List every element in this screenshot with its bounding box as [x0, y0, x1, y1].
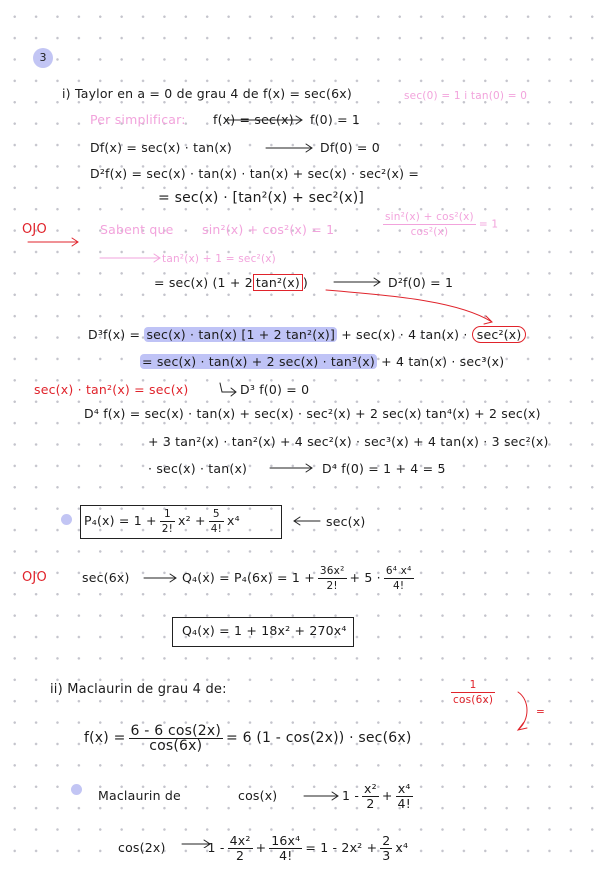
- mac-f1-num: x²: [364, 781, 377, 796]
- p4-x2: x² +: [178, 513, 206, 528]
- identity-fraction: [380, 210, 498, 239]
- taylor-polynomial-p4: [84, 505, 240, 537]
- fourth-derivative-c: · sec(x) · tan(x): [148, 461, 248, 476]
- q4-f2-num: 6⁴ x⁴: [385, 565, 412, 577]
- last-pre: cos(2x): [118, 840, 166, 855]
- fx-den: cos(6x): [149, 737, 203, 754]
- ojo-note-2: OJO: [22, 570, 47, 585]
- identity-1: sin²(x) + cos²(x) = 1: [202, 222, 335, 237]
- sec-def-den: cos(6x): [453, 694, 494, 706]
- part-i-title: Taylor en a = 0 de grau 4 de f(x) = sec(6x): [74, 86, 352, 101]
- arrow-icon: [294, 517, 320, 525]
- part-ii-title: Maclaurin de grau 4 de:: [67, 682, 227, 697]
- arrow-icon: [304, 792, 338, 800]
- p4-f2-den: 4!: [210, 523, 222, 535]
- identity-frac-den: cos²(x): [410, 226, 449, 238]
- identity-frac-res: = 1: [478, 218, 499, 231]
- bullet-point: [71, 784, 82, 795]
- d3-highlight: sec(x) · tan(x) [1 + 2 tan²(x)]: [146, 327, 336, 342]
- f0-value: f(0) = 1: [310, 112, 361, 127]
- fx-rhs: = 6 (1 - cos(2x)) · sec(6x): [226, 730, 412, 746]
- third-derivative-a: [88, 327, 526, 343]
- last-rhs: = 1 - 2x² +: [305, 840, 378, 855]
- q4-f1-den: 2!: [326, 580, 338, 592]
- identity-frac-num: sin²(x) + cos²(x): [385, 211, 474, 223]
- arrow-icon: [100, 254, 160, 262]
- initial-values-note: sec(0) = 1 i tan(0) = 0: [404, 90, 528, 102]
- p4-f1-den: 2!: [161, 523, 174, 535]
- know-label: Sabent que: [100, 222, 174, 237]
- q4-result: Q₄(x) = 1 + 18x² + 270x⁴: [182, 623, 347, 638]
- simplify-fn: f(x) = sec(x): [213, 112, 294, 127]
- d2c-post: ): [302, 275, 308, 290]
- p4-f1-num: 1: [160, 507, 175, 522]
- exercise-number-badge: 3: [33, 48, 53, 68]
- identity-2: tan²(x) + 1 = sec²(x): [162, 253, 276, 265]
- second-derivative-c: [154, 275, 308, 291]
- mac-rhs-pre: 1 -: [342, 788, 360, 803]
- p4-f2-num: 5: [209, 507, 224, 522]
- d3b-post: + 4 tan(x) · sec³(x): [381, 354, 505, 369]
- first-derivative: Df(x) = sec(x) · tan(x): [90, 140, 232, 155]
- curve-arrow-icon: [326, 290, 492, 324]
- last-mid: 1 -: [207, 840, 225, 855]
- last-x4: x⁴: [395, 840, 409, 855]
- simplify-label: Per simplificar:: [90, 112, 186, 127]
- third-derivative-b: [140, 354, 504, 370]
- mac-plus: +: [381, 788, 393, 803]
- part-ii-heading: [50, 682, 227, 698]
- q4-mid: Q₄(x) = P₄(6x) = 1 +: [182, 570, 315, 585]
- second-derivative-a: D²f(x) = sec(x) · tan(x) · tan(x) + sec(x) · sec²(x) =: [90, 166, 419, 181]
- second-derivative-at-0: D²f(0) = 1: [388, 275, 454, 290]
- q4-expansion: [182, 556, 417, 600]
- part-i-heading: [62, 86, 352, 102]
- cos-expansion: [342, 774, 416, 818]
- sec-def-eq: =: [536, 706, 545, 718]
- fx-definition: [84, 716, 412, 760]
- second-derivative-b: = sec(x) · [tan²(x) + sec²(x)]: [158, 190, 365, 206]
- last-f2-den: 4!: [279, 848, 293, 863]
- ojo-note-1: OJO: [22, 222, 47, 237]
- arrow-icon: [270, 464, 312, 472]
- tan-squared-box: tan²(x): [253, 274, 303, 291]
- fourth-derivative-a: D⁴ f(x) = sec(x) · tan(x) + sec(x) · sec²(x) + 2 sec(x) tan⁴(x) + 2 sec(x): [84, 406, 541, 421]
- fourth-derivative-at-0: D⁴ f(0) = 1 + 4 = 5: [322, 461, 446, 476]
- q4-f2-den: 4!: [393, 580, 405, 592]
- maclaurin-fn: cos(x): [238, 788, 278, 803]
- fx-label: f(x) =: [84, 730, 126, 746]
- part-ii-label: ii): [50, 682, 63, 697]
- last-f1-den: 2: [236, 848, 245, 863]
- arrow-icon: [28, 238, 78, 246]
- arrow-icon: [266, 144, 312, 152]
- red-identity-note: sec(x) · tan²(x) = sec(x): [34, 382, 189, 397]
- third-derivative-at-0: D³ f(0) = 0: [240, 382, 310, 397]
- p4-x4: x⁴: [226, 513, 240, 528]
- d2c-pre: = sec(x) (1 + 2: [154, 275, 253, 290]
- last-f3-den: 3: [382, 848, 391, 863]
- last-f2-num: 16x⁴: [271, 833, 301, 848]
- q4-pre: sec(6x): [82, 570, 130, 585]
- arrow-icon: [144, 574, 176, 582]
- first-derivative-at-0: Df(0) = 0: [320, 140, 380, 155]
- fx-num: 6 - 6 cos(2x): [130, 722, 222, 739]
- p4-note: sec(x): [326, 514, 366, 529]
- last-f1-num: 4x²: [229, 833, 251, 848]
- bracket-icon: [518, 692, 527, 730]
- arrow-icon: [220, 383, 236, 396]
- bullet-point: [61, 514, 72, 525]
- part-i-label: i): [62, 86, 71, 101]
- mac-f2-num: x⁴: [396, 782, 413, 797]
- cos2x-expansion: [118, 826, 408, 870]
- sec-definition: [448, 678, 498, 707]
- p4-lhs: P₄(x) = 1 +: [84, 513, 157, 528]
- d3b-highlight: = sec(x) · tan(x) + 2 sec(x) · tan³(x): [142, 354, 375, 369]
- sec-def-num: 1: [451, 678, 495, 693]
- last-f3-num: 2: [382, 833, 391, 848]
- q4-f1-num: 36x²: [319, 565, 345, 577]
- arrow-icon: [334, 278, 380, 286]
- sec-squared-circle: sec²(x): [472, 326, 527, 343]
- fourth-derivative-b: + 3 tan²(x) · tan²(x) + 4 sec²(x) · sec³(x) + 4 tan(x) · 3 sec²(x): [148, 434, 549, 449]
- maclaurin-label: Maclaurin de: [98, 788, 181, 803]
- last-plus: +: [255, 840, 267, 855]
- mac-f2-den: 4!: [397, 796, 411, 811]
- q4-plus: + 5 ·: [349, 570, 381, 585]
- mac-f1-den: 2: [366, 796, 375, 811]
- d3-mid: + sec(x) · 4 tan(x) ·: [341, 327, 468, 342]
- d3-label: D³f(x) =: [88, 327, 141, 342]
